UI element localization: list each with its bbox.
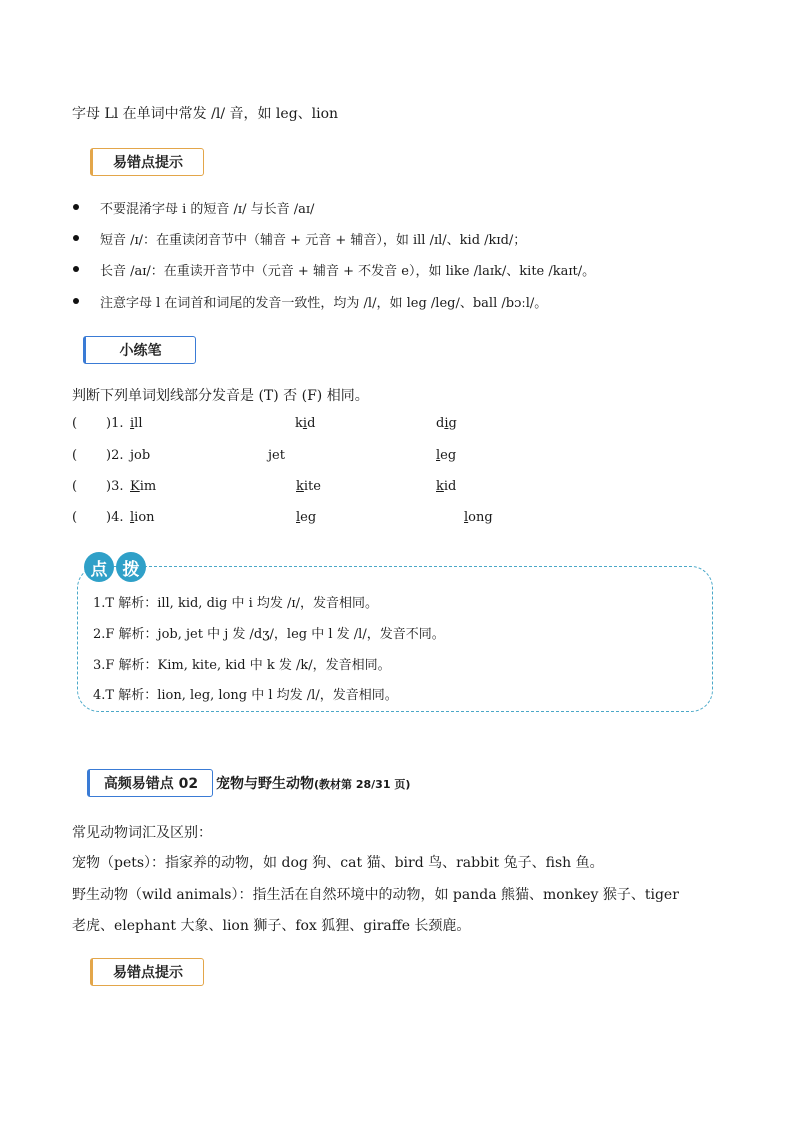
underlined-letter: i [302,416,308,431]
underlined-letter: l [464,510,469,525]
wild-line: 野生动物（wild animals）：指生活在自然环境中的动物，如 panda 熊猫、monkey 猴子、tiger [72,887,679,903]
underlined-letter: i [130,416,135,431]
wild-line: 老虎、elephant 大象、lion 狮子、fox 狐狸、giraffe 长颈鹿。 [72,918,471,934]
question-word [296,510,316,525]
answer-blank-open: ( [72,479,78,494]
answer-line: 1.T 解析：ill, kid, dig 中 i 均发 /ɪ/，发音相同。 [93,596,378,611]
question-word [436,479,456,494]
answer-blank-open: ( [72,510,78,525]
word-part: d [436,416,445,431]
question-word [296,479,321,494]
word-part: ong [468,510,493,525]
underlined-letter: K [130,479,140,494]
hint-badge-char: 点 [84,552,114,582]
question-number: )1. [106,416,124,431]
word-part: ll [134,416,143,431]
answer-line: 4.T 解析：lion, leg, long 中 l 均发 /l/，发音相同。 [93,688,398,703]
question-word [436,416,457,431]
section-title-note: (教材第 28/31 页) [314,778,411,791]
underlined-letter: l [296,510,301,525]
word-part: d [307,416,316,431]
hint-badge-char: 拨 [116,552,146,582]
word-part: id [443,479,457,494]
question-word [268,448,285,463]
practice-tag: 小练笔 [83,336,196,364]
underlined-letter: l [130,510,135,525]
section-title [216,773,410,793]
question-number: )4. [106,510,124,525]
question-word [130,510,155,525]
error-tip-tag: 易错点提示 [90,148,204,176]
word-part: ob [134,448,151,463]
word-part: im [139,479,157,494]
word-part: k [295,416,303,431]
underlined-letter: k [296,479,304,494]
vocab-intro: 常见动物词汇及区别： [72,825,212,841]
word-part: g [448,416,457,431]
question-number: )3. [106,479,124,494]
question-number: )2. [106,448,124,463]
question-word [436,448,456,463]
underlined-letter: i [444,416,449,431]
error-tip-tag: 易错点提示 [90,958,204,986]
question-word [130,448,150,463]
question-word [295,416,315,431]
underlined-letter: k [436,479,444,494]
word-part: eg [300,510,317,525]
section-tag: 高频易错点 02 [87,769,213,797]
word-part: eg [440,448,457,463]
section-title-text: 宠物与野生动物 [216,776,314,792]
practice-instruction: 判断下列单词划线部分发音是 (T) 否 (F) 相同。 [72,388,369,404]
word-part: ion [134,510,155,525]
answer-line: 3.F 解析：Kim, kite, kid 中 k 发 /k/，发音相同。 [93,658,391,673]
question-word [130,416,143,431]
answer-blank-open: ( [72,416,78,431]
pets-line: 宠物（pets）：指家养的动物，如 dog 狗、cat 猫、bird 鸟、rabbit 兔子、fish 鱼。 [72,855,604,871]
underlined-letter: l [436,448,441,463]
answer-blank-open: ( [72,448,78,463]
answer-line: 2.F 解析：job, jet 中 j 发 /dʒ/，leg 中 l 发 /l/，发音不同。 [93,627,445,642]
question-word [464,510,493,525]
intro-text: 字母 Ll 在单词中常发 /l/ 音，如 leg、lion [72,106,339,122]
question-word [130,479,156,494]
word-part: et [272,448,285,463]
word-part: ite [303,479,321,494]
underlined-letter: j [130,448,135,463]
underlined-letter: j [268,448,273,463]
